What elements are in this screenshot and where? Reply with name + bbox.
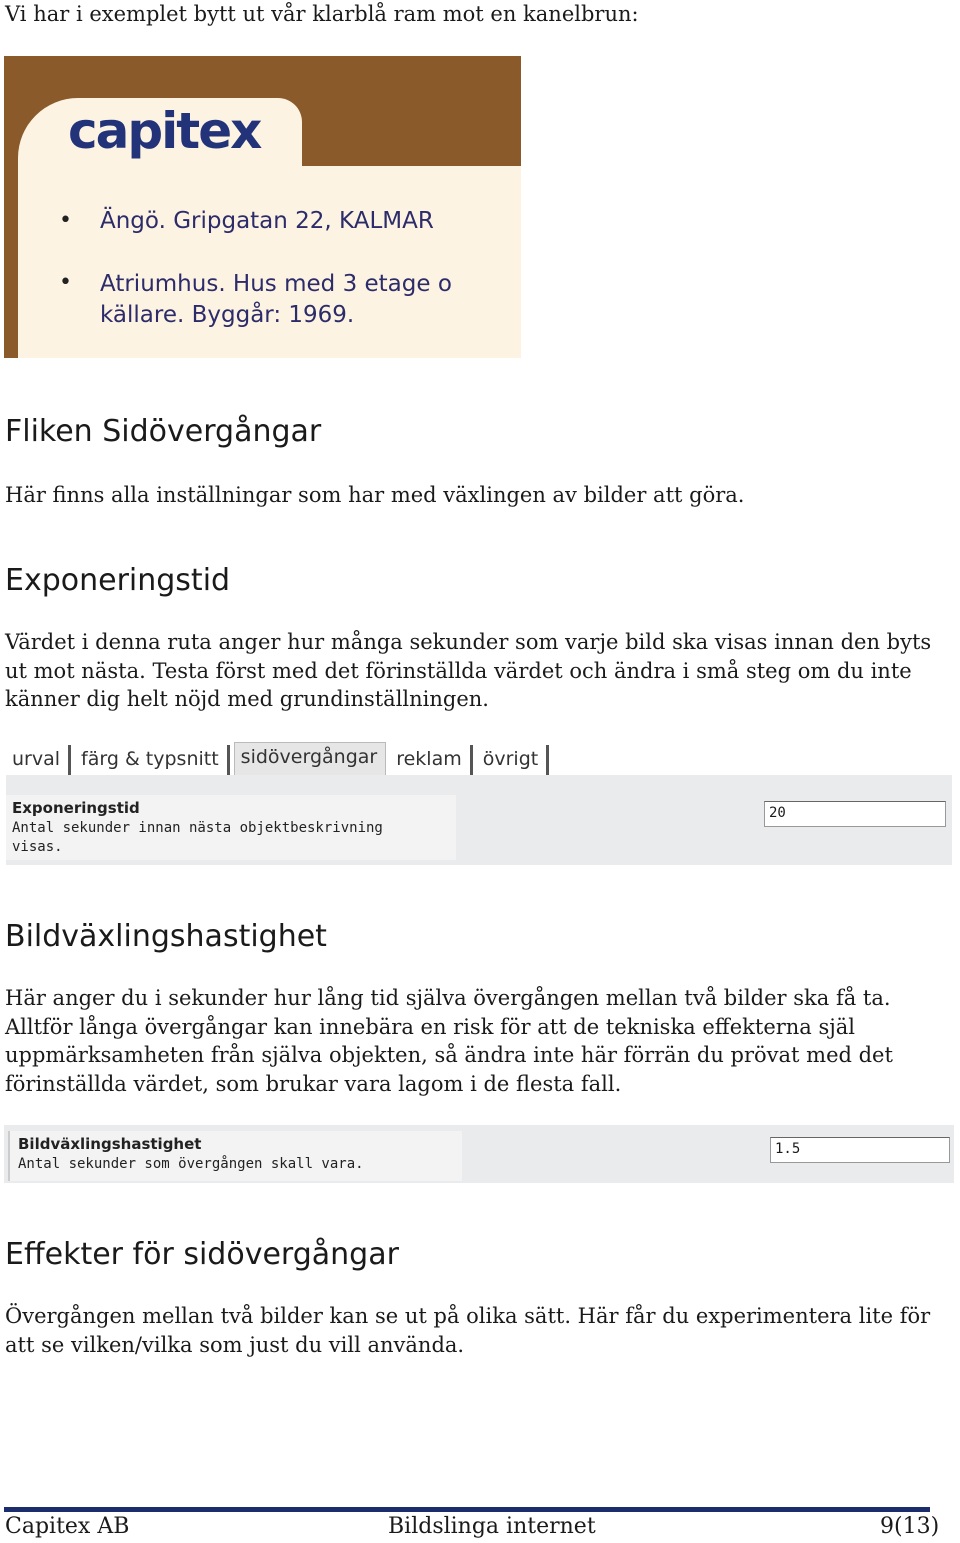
list-item: Atriumhus. Hus med 3 etage o källare. Byggår: 1969. — [100, 271, 452, 328]
setting-label — [6, 795, 456, 860]
tab-sidovergangar[interactable]: sidövergångar — [234, 742, 387, 776]
heading-exponeringstid: Exponeringstid — [5, 563, 231, 598]
bullet-icon: • — [59, 208, 72, 233]
setting-label — [8, 1131, 462, 1181]
settings-tabs — [6, 745, 553, 775]
footer-title: Bildslinga internet — [388, 1514, 596, 1539]
heading-effekter: Effekter för sidövergångar — [5, 1237, 399, 1272]
paragraph-bildvaxling: Här anger du i sekunder hur lång tid själva övergången mellan två bilder ska få ta. Alltför långa övergångar kan innebära en risk för att de tekniska effekterna själ uppmärksamheten från själva objekten, så ändra inte här förrän du prövat med det förinställda värdet, som brukar vara lagom i de flesta fall. — [5, 986, 893, 1096]
tab-ovrigt[interactable]: övrigt — [477, 745, 549, 775]
bildvaxling-input[interactable]: 1.5 — [770, 1137, 950, 1163]
footer-rule — [4, 1507, 930, 1512]
capitex-example-image — [4, 56, 521, 358]
paragraph-fliken: Här finns alla inställningar som har med växlingen av bilder att göra. — [5, 483, 745, 507]
bullet-icon: • — [59, 270, 72, 295]
heading-fliken: Fliken Sidövergångar — [5, 414, 322, 449]
footer-company: Capitex AB — [5, 1514, 130, 1539]
heading-bildvaxling: Bildväxlingshastighet — [5, 919, 327, 954]
setting-description: Antal sekunder som övergången skall vara. — [18, 1156, 364, 1172]
tab-urval[interactable]: urval — [6, 745, 71, 775]
capitex-logo: capitex — [68, 102, 261, 160]
setting-title: Exponeringstid — [12, 799, 140, 817]
settings-panel-exponeringstid — [6, 745, 952, 865]
paragraph-exponeringstid: Värdet i denna ruta anger hur många sekunder som varje bild ska visas innan den byts ut mot nästa. Testa först med det förinställda värdet och ändra i små steg om du inte känner dig helt nöjd med grundinställningen. — [5, 630, 932, 711]
paragraph-effekter: Övergången mellan två bilder kan se ut på olika sätt. Här får du experimentera lite för att se vilken/vilka som just du vill använda. — [5, 1304, 931, 1357]
list-item: Ängö. Gripgatan 22, KALMAR — [100, 208, 434, 234]
settings-panel-bildvaxling — [4, 1125, 954, 1183]
intro-text: Vi har i exemplet bytt ut vår klarblå ram mot en kanelbrun: — [5, 2, 639, 26]
tab-reklam[interactable]: reklam — [390, 745, 473, 775]
setting-title: Bildväxlingshastighet — [18, 1135, 202, 1153]
exponeringstid-input[interactable]: 20 — [764, 801, 946, 827]
footer-page-number: 9(13) — [880, 1514, 940, 1539]
tab-farg-typsnitt[interactable]: färg & typsnitt — [75, 745, 230, 775]
setting-description: Antal sekunder innan nästa objektbeskrivning visas. — [12, 820, 383, 855]
